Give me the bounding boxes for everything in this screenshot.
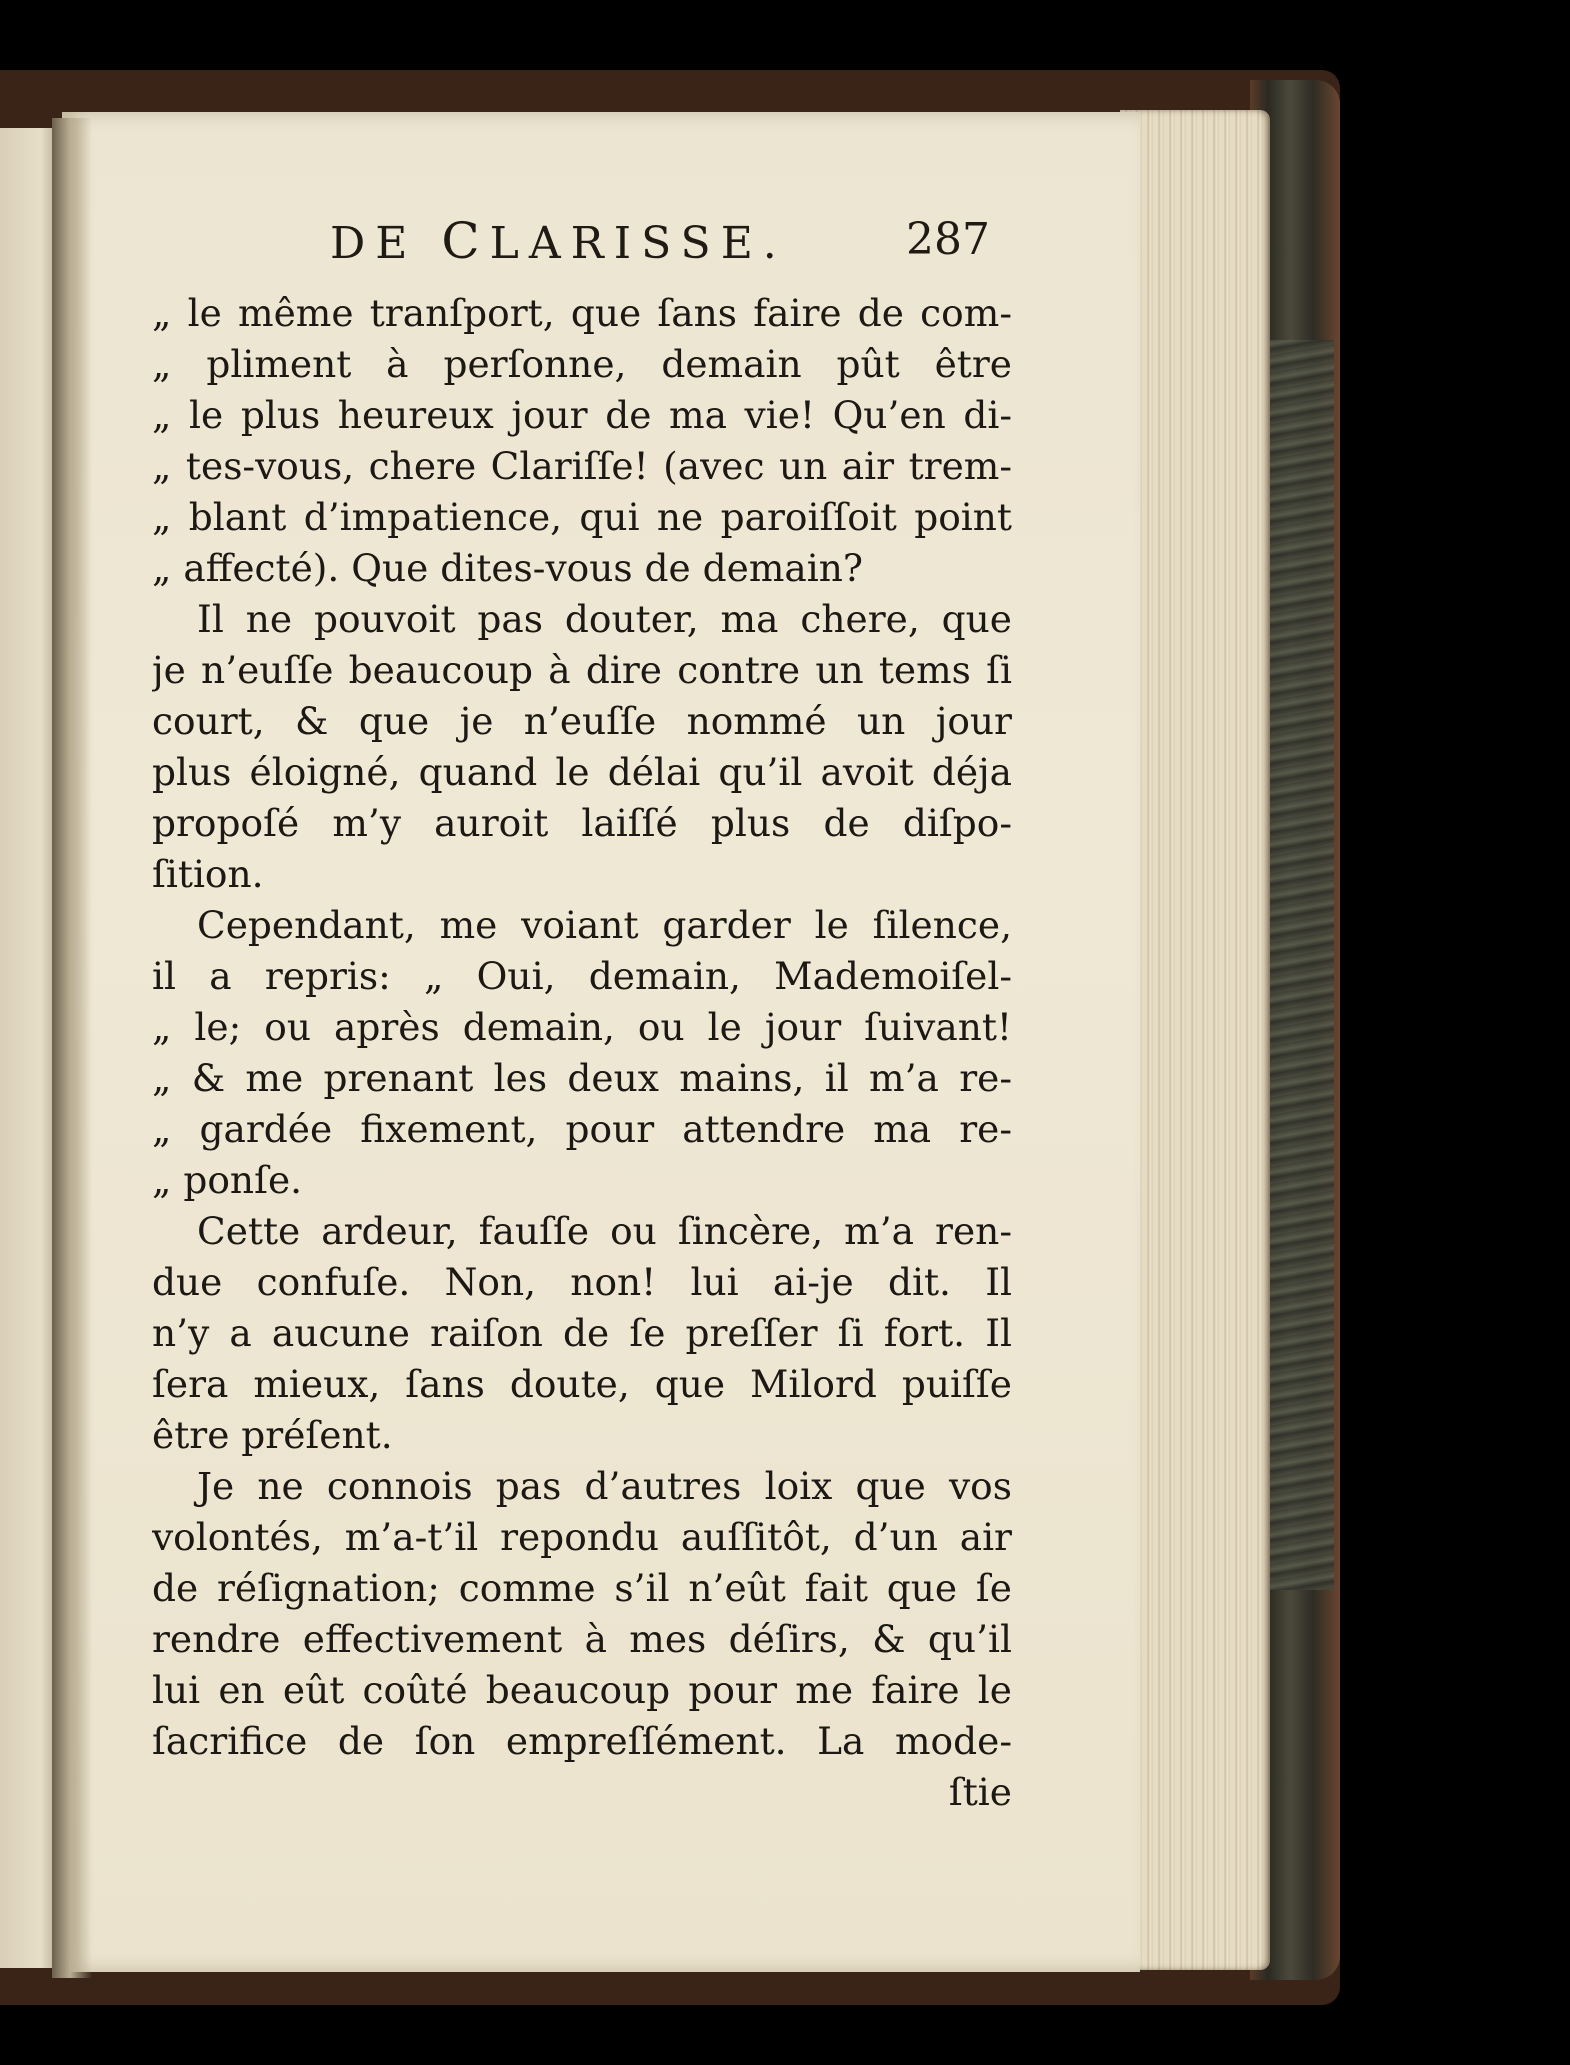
page-number: 287	[906, 214, 990, 265]
body-text	[152, 288, 1012, 1818]
page-block-edge	[1120, 110, 1270, 1970]
text-line: n’y a aucune raiſon de ſe preſſer ſi fort. Il	[152, 1311, 1012, 1355]
text-line: de réſignation; comme s’il n’eût fait que ſe	[152, 1566, 1012, 1610]
text-line: plus éloigné, quand le délai qu’il avoit déja	[152, 750, 1012, 794]
text-line: propoſé m’y auroit laiſſé plus de diſpo-	[152, 801, 1012, 845]
text-line: être préſent.	[152, 1413, 393, 1457]
left-page-sliver	[0, 128, 58, 1968]
text-line: „ tes-vous, chere Clariſſe! (avec un air trem-	[152, 444, 1012, 488]
text-line: „ le; ou après demain, ou le jour ſuivant!	[152, 1005, 1012, 1049]
text-line: Je ne connois pas d’autres loix que vos	[197, 1464, 1012, 1508]
text-line: „ ponſe.	[152, 1158, 303, 1202]
text-line: due confuſe. Non, non! lui ai-je dit. Il	[152, 1260, 1012, 1304]
text-line: Cette ardeur, fauſſe ou ſincère, m’a ren-	[197, 1209, 1012, 1253]
text-line: „ & me prenant les deux mains, il m’a re-	[152, 1056, 1012, 1100]
text-line: „ le plus heureux jour de ma vie! Qu’en di-	[152, 393, 1012, 437]
text-line: Cependant, me voiant garder le ſilence,	[197, 903, 1012, 947]
catchword: ſtie	[948, 1770, 1012, 1814]
text-line: „ blant d’impatience, qui ne paroiſſoit point	[152, 495, 1012, 539]
gutter-shadow	[52, 118, 92, 1978]
text-line: ſacrifice de ſon empreſſément. La mode-	[152, 1719, 1012, 1763]
text-line: „ pliment à perſonne, demain pût être	[152, 342, 1012, 386]
text-line: „ gardée fixement, pour attendre ma re-	[152, 1107, 1012, 1151]
text-line: ſition.	[152, 852, 264, 896]
text-line: „ affecté). Que dites-vous de demain?	[152, 546, 864, 590]
running-head-title	[330, 212, 787, 270]
text-line: il a repris: „ Oui, demain, Mademoiſel-	[152, 954, 1012, 998]
running-head-rest: LARISSE.	[489, 218, 787, 269]
text-line: „ le même tranſport, que ſans faire de com-	[152, 291, 1012, 335]
text-line: Il ne pouvoit pas douter, ma chere, que	[197, 597, 1012, 641]
text-line: ſera mieux, ſans doute, que Milord puiſſe	[152, 1362, 1012, 1406]
text-line: lui en eût coûté beaucoup pour me faire le	[152, 1668, 1012, 1712]
right-page	[62, 112, 1140, 1972]
running-head-prefix: DE	[330, 218, 418, 269]
text-line: volontés, m’a-t’il repondu auſſitôt, d’un air	[152, 1515, 1012, 1559]
running-head	[330, 212, 990, 282]
text-line: rendre effectivement à mes déſirs, & qu’il	[152, 1617, 1012, 1661]
marbled-board	[1260, 340, 1334, 1590]
text-line: court, & que je n’euſſe nommé un jour	[152, 699, 1012, 743]
text-line: je n’euſſe beaucoup à dire contre un tems ſi	[152, 648, 1012, 692]
running-head-cap: C	[441, 212, 490, 270]
